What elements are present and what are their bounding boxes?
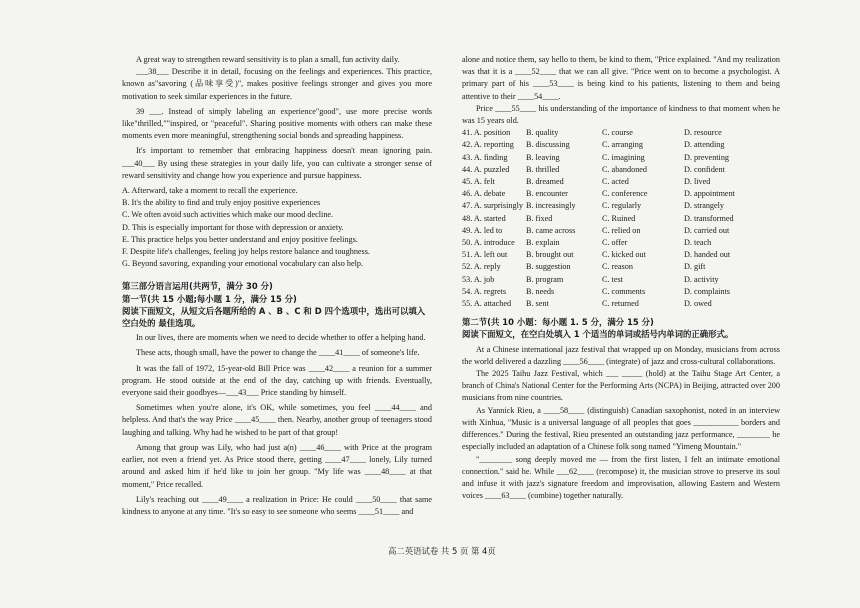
option-item: A. Afterward, take a moment to recall the experience. — [122, 186, 298, 196]
choice-cell: D. appointment — [684, 189, 735, 199]
paragraph: In our lives, there are moments when we need to decide whether to offer a helping hand. — [136, 333, 426, 343]
choice-cell: 42. A. reporting — [462, 140, 514, 150]
choice-cell: D. complaints — [684, 286, 730, 296]
choice-cell: B. program — [526, 274, 564, 284]
choice-cell: B. quality — [526, 128, 559, 138]
choice-cell: B. suggestion — [526, 262, 571, 272]
choice-cell: D. confident — [684, 164, 725, 174]
choice-cell: B. brought out — [526, 250, 574, 260]
option-list — [122, 185, 432, 270]
choice-cell: B. needs — [526, 286, 555, 296]
section-instructions: 阅读下面短文，在空白处填入 1 个适当的单词或括号内单词的正确形式。 — [462, 329, 734, 340]
choice-cell: 41. A. position — [462, 128, 511, 138]
paragraph: alone and notice them, say hello to them, be kind to them, "Price explained. "And my realization was that it is a ____52____ that we can all give. "Price went on to become a psychologist. A primary part of his ____53____ is being kind to his patients, listening to them and being attentive to their ____54____. — [462, 55, 780, 101]
choice-cell: D. strangely — [684, 201, 725, 211]
choice-cell: 46. A. debate — [462, 189, 506, 199]
choice-cell: D. preventing — [684, 152, 730, 162]
choice-row — [462, 213, 780, 225]
choice-cell: C. returned — [602, 299, 639, 309]
choice-cell: B. came across — [526, 225, 576, 235]
option-item: F. Despite life's challenges, feeling joy helps restore balance and toughness. — [122, 247, 370, 257]
choice-cell: C. conference — [602, 189, 648, 199]
choice-row — [462, 249, 780, 261]
choice-row — [462, 225, 780, 237]
paragraph: It's important to remember that embracing happiness doesn't mean ignoring pain. ___40___ By using these strategies in your daily life, you can cultivate a stronger sense of reward sensitivity and change how you experience and pursue happiness. — [122, 146, 432, 180]
choice-cell: C. abandoned — [602, 164, 648, 174]
choice-cell: D. transformed — [684, 213, 734, 223]
choice-cell: C. test — [602, 274, 623, 284]
choice-cell: C. imagining — [602, 152, 645, 162]
choice-cell: C. course — [602, 128, 633, 138]
choice-cell: 43. A. finding — [462, 152, 508, 162]
choice-row — [462, 200, 780, 212]
option-item: C. We often avoid such activities which make our mood decline. — [122, 210, 334, 220]
choice-cell: C. acted — [602, 177, 629, 187]
choice-table — [462, 127, 780, 310]
choice-cell: D. carried out — [684, 225, 730, 235]
choice-cell: 48. A. started — [462, 213, 506, 223]
choice-cell: 53. A. job — [462, 274, 495, 284]
choice-cell: C. relied on — [602, 225, 641, 235]
choice-cell: 54. A. regrets — [462, 286, 507, 296]
choice-cell: D. handed out — [684, 250, 731, 260]
choice-cell: C. arranging — [602, 140, 643, 150]
left-column — [122, 54, 432, 518]
page-footer: 高二英语试卷 共 5 页 第 4页 — [388, 546, 496, 556]
paragraph: A great way to strengthen reward sensitivity is to plan a small, fun activity daily. — [136, 55, 400, 64]
right-column — [462, 54, 780, 502]
paragraph: Price ____55____ his understanding of the importance of kindness to that moment when he was 15 years old. — [462, 103, 780, 126]
part-title: 第三部分语言运用(共两节，满分 30 分) — [122, 281, 273, 292]
choice-cell: B. fixed — [526, 213, 553, 223]
choice-cell: D. lived — [684, 177, 711, 187]
choice-cell: 50. A. introduce — [462, 238, 515, 248]
choice-cell: 47. A. surprisingly — [462, 201, 523, 211]
choice-cell: C. kicked out — [602, 250, 646, 260]
paragraph: ___38___ Describe it in detail, focusing on the feelings and experiences. This practice, known as"savoring (品味享受)", makes positive feelings stronger and gives you more motivation to seek similar experiences in the future. — [122, 67, 432, 101]
paragraph: 39 ___. Instead of simply labeling an experience"good", use more precise words like"thrilled,""inspired, or "peaceful". Sharing positive moments with others can make these moments even more meaningful, strengthening social bonds and spreading happiness. — [122, 106, 432, 141]
paragraph: The 2025 Taihu Jazz Festival, which ___ _____ (hold) at the Taihu Stage Art Center, a branch of China's National Center for the Performing Arts (NCPA) in Beijing, attracted over 200 musicians from nine countries. — [462, 369, 780, 403]
choice-cell: C. offer — [602, 238, 628, 248]
choice-cell: C. Ruined — [602, 213, 636, 223]
choice-row — [462, 176, 780, 188]
choice-row — [462, 286, 780, 298]
choice-row — [462, 237, 780, 249]
paragraph: At a Chinese international jazz festival that wrapped up on Monday, musicians from across the world delivered a dazzling ____56____ (integrate) of jazz and cross-cultural collaborations. — [462, 344, 780, 366]
section-title: 第一节(共 15 小题;每小题 1 分，满分 15 分) — [122, 293, 297, 304]
choice-cell: 49. A. led to — [462, 225, 503, 235]
choice-cell: D. attending — [684, 140, 725, 150]
choice-cell: 45. A. felt — [462, 177, 495, 187]
option-item: E. This practice helps you better understand and enjoy positive feelings. — [122, 234, 358, 244]
choice-row — [462, 274, 780, 286]
choice-row — [462, 139, 780, 151]
section-instructions: 阅读下面短文，从短文后各题所给的 A 、B 、C 和 D 四个选项中，选出可以填入空白处的 最佳选项。 — [122, 305, 426, 329]
choice-row — [462, 127, 780, 139]
paragraph: "________ song deeply moved me — from the first listen, I felt an intimate emotional connection." said he. While ___62____ (recompose) it, the musician strove to preserve its soul and infuse it with jazz's signature freedom and improvisation, allowing Eastern and Western voices ____63____ (combine) together naturally. — [462, 454, 780, 501]
choice-cell: D. activity — [684, 274, 719, 284]
paragraph: These acts, though small, have the power to change the ____41____ of someone's life. — [136, 348, 420, 358]
choice-cell: B. explain — [526, 238, 560, 248]
choice-row — [462, 152, 780, 164]
choice-cell: B. thrilled — [526, 164, 560, 174]
choice-cell: B. encounter — [526, 189, 568, 199]
choice-cell: B. leaving — [526, 152, 560, 162]
paragraph: Sometimes when you're alone, it's OK, while sometimes, you feel ____44____ and helpless. And that's the way Price ____45____ then. Nearby, another group of teenagers stood laughing and talking. Why had he wished to be part of that group! — [122, 403, 432, 437]
choice-cell: 51. A. left out — [462, 250, 508, 260]
choice-cell: D. gift — [684, 262, 706, 272]
choice-cell: 52. A. reply — [462, 262, 501, 272]
choice-row — [462, 298, 780, 310]
choice-row — [462, 188, 780, 200]
option-item: G. Beyond savoring, expanding your emotional vocabulary can also help. — [122, 259, 364, 269]
choice-row — [462, 261, 780, 273]
paragraph: Lily's reaching out ____49____ a realization in Price: He could ____50____ that same kindness to anyone at any time. "It's so easy to see someone who seems ____51____ and — [122, 494, 432, 516]
paragraph: As Yannick Rieu, a ____58____ (distinguish) Canadian saxophonist, noted in an interview with Xinhua, "Music is a universal language of all peoples that goes ___________ borders and differences." During the festival, Rieu presented an outstanding jazz performance, ________ he especially included an adaptation of a Chinese folk song named "Yimeng Mountain." — [462, 405, 780, 452]
option-item: D. This is especially important for those with depression or anxiety. — [122, 222, 344, 232]
choice-cell: C. reason — [602, 262, 633, 272]
choice-cell: 55. A. attached — [462, 299, 512, 309]
choice-cell: B. increasingly — [526, 201, 576, 211]
choice-cell: D. owed — [684, 299, 712, 309]
choice-cell: B. sent — [526, 299, 549, 309]
section-title: 第二节(共 10 小题：每小题 1. 5 分，满分 15 分) — [462, 317, 654, 328]
choice-cell: 44. A. puzzled — [462, 164, 510, 174]
choice-cell: D. teach — [684, 238, 712, 248]
choice-cell: D. resource — [684, 128, 722, 138]
option-item: B. It's the ability to find and truly enjoy positive experiences — [122, 198, 321, 208]
paragraph: Among that group was Lily, who had just a(n) ____46____ with Price at the program earlier, not even a friend yet. As Price stood there, getting ____47____ lonely, Lily turned around and asked him if he'd like to join her group. "My life was ____48____ at that moment," Price recalled. — [122, 442, 432, 489]
choice-row — [462, 164, 780, 176]
choice-cell: B. discussing — [526, 140, 570, 150]
choice-cell: C. regularly — [602, 201, 642, 211]
choice-cell: C. comments — [602, 286, 646, 296]
paragraph: It was the fall of 1972, 15-year-old Bill Price was ____42____ a reunion for a summer program. He stood outside at the end of the day, catching up with friends. Eventually, everyone said their goodbyes—___43___ Price standing by himself. — [122, 363, 432, 398]
choice-cell: B. dreamed — [526, 177, 564, 187]
